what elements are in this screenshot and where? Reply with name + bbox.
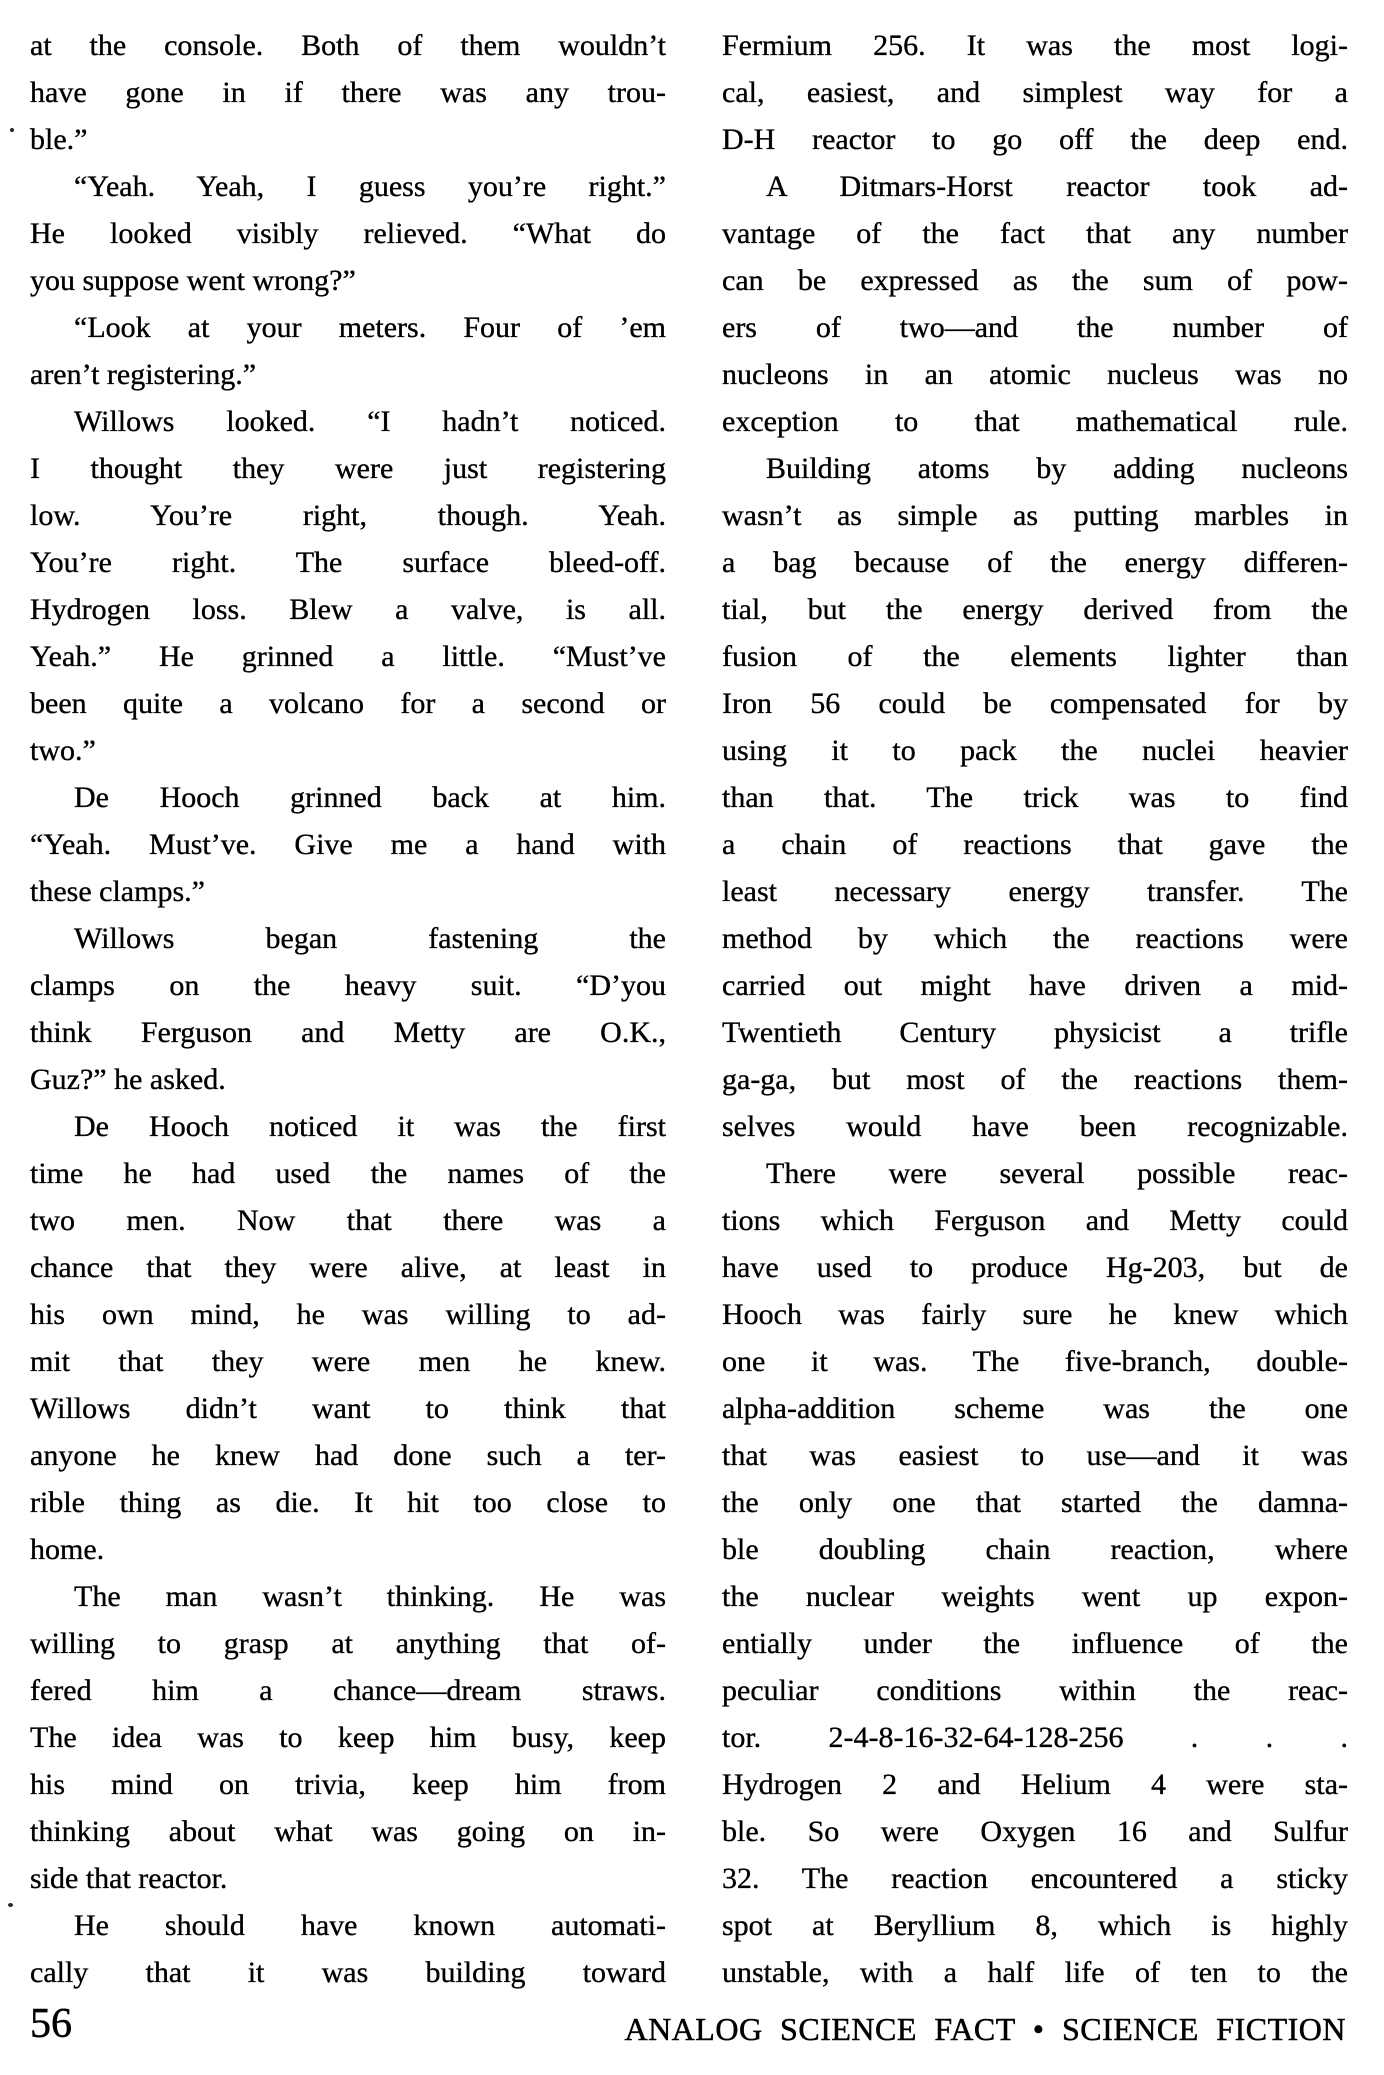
text-line: De Hooch noticed it was the first (74, 1110, 666, 1143)
text-line: at the console. Both of them wouldn’t (30, 29, 666, 62)
text-line: the nuclear weights went up expon- (722, 1580, 1348, 1613)
text-line: ers of two—and the number of (722, 311, 1348, 344)
text-line: Twentieth Century physicist a trifle (722, 1016, 1348, 1049)
text-line: The idea was to keep him busy, keep (30, 1721, 666, 1754)
text-line: There were several possible reac- (766, 1157, 1348, 1190)
paragraph (30, 22, 666, 163)
text-line: chance that they were alive, at least in (30, 1251, 666, 1284)
journal-title: ANALOG SCIENCE FACT • SCIENCE FICTION (624, 2011, 1346, 2047)
text-line: He should have known automati- (74, 1909, 666, 1942)
text-line: think Ferguson and Metty are O.K., (30, 1016, 666, 1049)
text-line: carried out might have driven a mid- (722, 969, 1348, 1002)
right-column (722, 22, 1348, 1996)
left-column (30, 22, 666, 1996)
text-line: thinking about what was going on in- (30, 1815, 666, 1848)
text-line: home. (30, 1533, 105, 1566)
paragraph (722, 1150, 1348, 1996)
text-line: fusion of the elements lighter than (722, 640, 1348, 673)
page-number: 56 (30, 2001, 72, 2047)
text-line: peculiar conditions within the reac- (722, 1674, 1348, 1707)
text-line: Building atoms by adding nucleons (766, 452, 1348, 485)
text-line: the only one that started the damna- (722, 1486, 1348, 1519)
text-line: than that. The trick was to find (722, 781, 1348, 814)
text-line: You’re right. The surface bleed-off. (30, 546, 666, 579)
paragraph (722, 22, 1348, 163)
text-line: Willows didn’t want to think that (30, 1392, 666, 1425)
paragraph (30, 915, 666, 1103)
text-line: “Yeah. Must’ve. Give me a hand with (30, 828, 666, 861)
text-line: Willows began fastening the (74, 922, 666, 955)
text-line: these clamps.” (30, 875, 205, 908)
text-line: entially under the influence of the (722, 1627, 1348, 1660)
text-line: unstable, with a half life of ten to the (722, 1956, 1348, 1989)
text-line: 32. The reaction encountered a sticky (722, 1862, 1348, 1895)
paragraph (30, 163, 666, 304)
text-line: ga-ga, but most of the reactions them- (722, 1063, 1348, 1096)
text-line: mit that they were men he knew. (30, 1345, 666, 1378)
text-line: De Hooch grinned back at him. (74, 781, 666, 814)
text-line: a bag because of the energy differen- (722, 546, 1348, 579)
text-line: been quite a volcano for a second or (30, 687, 666, 720)
text-line: nucleons in an atomic nucleus was no (722, 358, 1348, 391)
text-line: a chain of reactions that gave the (722, 828, 1348, 861)
text-line: his mind on trivia, keep him from (30, 1768, 666, 1801)
text-line: have used to produce Hg-203, but de (722, 1251, 1348, 1284)
text-line: cal, easiest, and simplest way for a (722, 76, 1348, 109)
text-line: ble.” (30, 123, 88, 156)
paragraph (722, 445, 1348, 1150)
text-line: his own mind, he was willing to ad- (30, 1298, 666, 1331)
text-line: vantage of the fact that any number (722, 217, 1348, 250)
text-line: selves would have been recognizable. (722, 1110, 1348, 1143)
text-line: Fermium 256. It was the most logi- (722, 29, 1348, 62)
text-line: can be expressed as the sum of pow- (722, 264, 1348, 297)
text-line: fered him a chance—dream straws. (30, 1674, 666, 1707)
text-line: D-H reactor to go off the deep end. (722, 123, 1348, 156)
text-line: method by which the reactions were (722, 922, 1348, 955)
text-line: aren’t registering.” (30, 358, 257, 391)
text-line: anyone he knew had done such a ter- (30, 1439, 666, 1472)
text-line: time he had used the names of the (30, 1157, 666, 1190)
text-line: rible thing as die. It hit too close to (30, 1486, 666, 1519)
scan-speck (10, 128, 14, 132)
text-line: side that reactor. (30, 1862, 228, 1895)
text-line: have gone in if there was any trou- (30, 76, 666, 109)
text-line: using it to pack the nuclei heavier (722, 734, 1348, 767)
text-line: He looked visibly relieved. “What do (30, 217, 666, 250)
text-line: two men. Now that there was a (30, 1204, 666, 1237)
text-line: I thought they were just registering (30, 452, 666, 485)
text-line: Hooch was fairly sure he knew which (722, 1298, 1348, 1331)
text-line: tor. 2-4-8-16-32-64-128-256 . . . (722, 1721, 1348, 1754)
text-line: Yeah.” He grinned a little. “Must’ve (30, 640, 666, 673)
text-line: exception to that mathematical rule. (722, 405, 1348, 438)
text-line: you suppose went wrong?” (30, 264, 356, 297)
text-line: ble doubling chain reaction, where (722, 1533, 1348, 1566)
text-line: “Look at your meters. Four of ’em (74, 311, 666, 344)
text-line: ble. So were Oxygen 16 and Sulfur (722, 1815, 1348, 1848)
text-line: wasn’t as simple as putting marbles in (722, 499, 1348, 532)
text-line: Hydrogen loss. Blew a valve, is all. (30, 593, 666, 626)
paragraph (30, 398, 666, 774)
text-line: tial, but the energy derived from the (722, 593, 1348, 626)
text-line: Guz?” he asked. (30, 1063, 226, 1096)
text-line: that was easiest to use—and it was (722, 1439, 1348, 1472)
paragraph (30, 304, 666, 398)
text-line: spot at Beryllium 8, which is highly (722, 1909, 1348, 1942)
paragraph (30, 1103, 666, 1573)
text-line: The man wasn’t thinking. He was (74, 1580, 666, 1613)
text-line: A Ditmars-Horst reactor took ad- (766, 170, 1348, 203)
text-line: one it was. The five-branch, double- (722, 1345, 1348, 1378)
text-line: Iron 56 could be compensated for by (722, 687, 1348, 720)
text-line: willing to grasp at anything that of- (30, 1627, 666, 1660)
text-line: two.” (30, 734, 96, 767)
paragraph (30, 774, 666, 915)
text-line: cally that it was building toward (30, 1956, 666, 1989)
paragraph (30, 1573, 666, 1902)
paragraph (30, 1902, 666, 1996)
text-line: Willows looked. “I hadn’t noticed. (74, 405, 666, 438)
text-line: Hydrogen 2 and Helium 4 were sta- (722, 1768, 1348, 1801)
text-line: tions which Ferguson and Metty could (722, 1204, 1348, 1237)
paragraph (722, 163, 1348, 445)
scan-speck (8, 1903, 13, 1907)
text-line: clamps on the heavy suit. “D’you (30, 969, 666, 1002)
text-line: alpha-addition scheme was the one (722, 1392, 1348, 1425)
text-line: “Yeah. Yeah, I guess you’re right.” (74, 170, 666, 203)
text-line: low. You’re right, though. Yeah. (30, 499, 666, 532)
text-line: least necessary energy transfer. The (722, 875, 1348, 908)
text-columns (30, 22, 1348, 1996)
